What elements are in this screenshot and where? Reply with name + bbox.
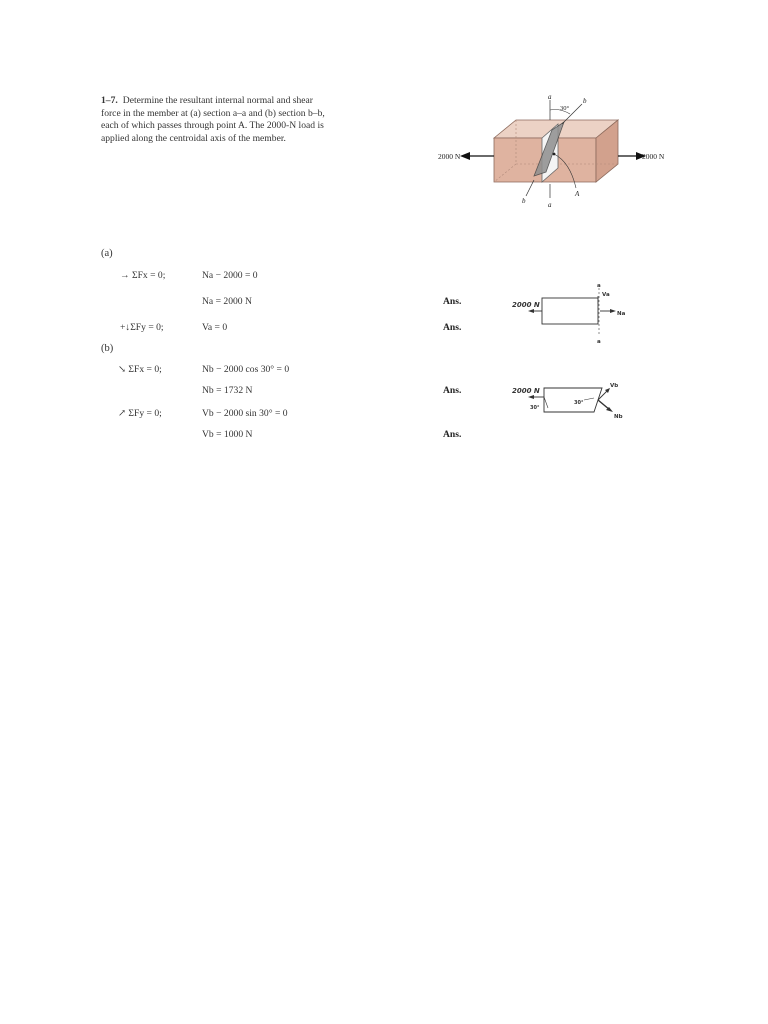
fbd-b-force: 2000 N xyxy=(512,387,540,395)
problem-statement xyxy=(101,95,325,145)
fbd-b-V: Vb xyxy=(610,383,619,389)
figure-angle-label: 30° xyxy=(560,105,570,112)
fbd-b-angle-1: 30° xyxy=(530,405,540,411)
figure-label-b-bottom: b xyxy=(522,197,526,205)
figure-load-right: 2000 N xyxy=(642,152,665,161)
part-b-eq3-left: ↗ ΣFy = 0; xyxy=(118,408,162,419)
part-a-eq3-left: +↓ΣFy = 0; xyxy=(120,322,164,333)
fbd-a-V: Va xyxy=(602,292,610,298)
figure-label-point-A: A xyxy=(575,190,580,198)
part-a-eq3-right: Va = 0 xyxy=(202,322,228,333)
member-figure xyxy=(430,92,680,212)
part-a-ans-2: Ans. xyxy=(443,322,462,333)
problem-number: 1–7. xyxy=(101,95,118,106)
fbd-a-N: Na xyxy=(617,311,626,317)
problem-line-2: force in the member at (a) section a–a and (b) section b–b, xyxy=(101,107,325,119)
fbd-a-section-bottom: a xyxy=(597,339,601,344)
part-b-label: (b) xyxy=(101,343,114,354)
fbd-a-section-top: a xyxy=(597,283,601,289)
fbd-b-N: Nb xyxy=(614,414,623,420)
figure-load-left: 2000 N xyxy=(438,152,461,161)
part-a-eq2-right: Na = 2000 N xyxy=(202,296,252,307)
part-b-eq3-right: Vb − 2000 sin 30° = 0 xyxy=(202,408,288,419)
fbd-a xyxy=(510,282,640,344)
problem-line-3: each of which passes through point A. The 2000-N load is xyxy=(101,120,324,132)
figure-label-b-top: b xyxy=(583,97,587,105)
fbd-b-angle-2: 30° xyxy=(574,400,584,406)
part-b-eq1-right: Nb − 2000 cos 30° = 0 xyxy=(202,364,290,375)
part-a-ans-1: Ans. xyxy=(443,296,462,307)
part-b-ans-1: Ans. xyxy=(443,385,462,396)
part-b-eq1-left: ↘ ΣFx = 0; xyxy=(118,364,162,375)
part-b-ans-2: Ans. xyxy=(443,429,462,440)
problem-line-1: 1–7. Determine the resultant internal normal and shear xyxy=(101,95,313,106)
part-b-eq2-right: Nb = 1732 N xyxy=(202,385,253,396)
figure-label-a-top: a xyxy=(548,93,552,101)
part-a-eq1-left: → ΣFx = 0; xyxy=(120,270,166,281)
part-b-eq4-right: Vb = 1000 N xyxy=(202,429,253,440)
fbd-b xyxy=(510,378,640,428)
part-a-label: (a) xyxy=(101,248,113,259)
part-a-eq1-right: Na − 2000 = 0 xyxy=(202,270,258,281)
figure-label-a-bottom: a xyxy=(548,201,552,209)
problem-line-4: applied along the centroidal axis of the member. xyxy=(101,132,286,144)
fbd-a-force: 2000 N xyxy=(512,301,540,309)
